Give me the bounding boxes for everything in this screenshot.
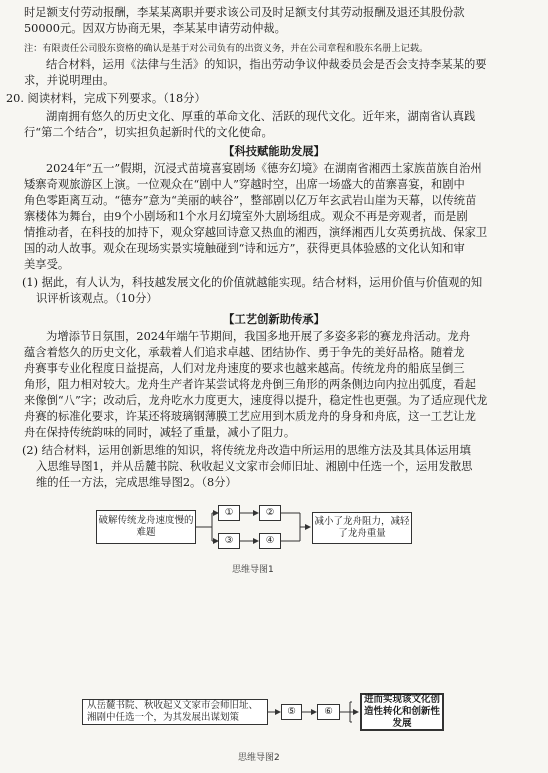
question-item: (1) 据此，有人认为，科技越发展文化的价值就越能实现。结合材料，运用价值与价值观的知 [22,276,483,289]
diagram1-problem-box: 破解传统龙舟速度慢的难题 [96,510,196,544]
section-heading: 【科技赋能助发展】 [223,144,325,158]
text-line: 50000元。因双方协商无果，李某某申请劳动仲裁。 [24,22,286,35]
diagram2-goal-box: 进而实现该文化创造性转化和创新性发展 [360,693,444,731]
text-line: 结合材料，运用《法律与生活》的知识，指出劳动争议仲裁委员会是否会支持李某某的要 [46,58,487,71]
text-line: 2024年“五一”假期，沉浸式苗境喜宴剧场《德夯幻境》在湖南省湘西土家族苗族自治州 [46,162,482,175]
text-line: 寨楼体为舞台，由9个小剧场和1个水月幻境室外大剧场组成。观众不再是旁观者，而是剧 [24,210,468,223]
text-line: 舟在保持传统韵味的同时，减轻了重量，减小了阻力。 [24,426,296,439]
text-line: 求，并说明理由。 [24,74,115,87]
diagram1-result-box: 减小了龙舟阻力，减轻了龙舟重量 [312,512,412,544]
text-line: 舟赛的标准化要求，许某还将玻璃钢薄膜工艺应用到木质龙舟的身身和舟底，这一工艺让龙 [24,410,476,423]
text-line: 来像倒“八”字；改动后，龙舟吃水力度更大，速度得以提升，稳定性也更强。为了适应现代龙 [24,394,488,407]
text-line: 入思维导图1，并从岳麓书院、秋收起义文家市会师旧址、湘剧中任选一个，运用发散思 [36,460,473,473]
diagram2-caption: 思维导图2 [238,753,280,763]
text-line: 情推动者，在科技的加持下，观众穿越回诗意又热血的湘西，演绎湘西儿女英勇抗战、保家卫 [24,226,488,239]
text-line: 蕴含着悠久的历史文化，承载着人们追求卓越、团结协作、勇于争先的美好品格。随着龙 [24,346,465,359]
text-line: 舟赛事专业化程度日益提高，人们对龙舟速度的要求也越来越高。传统龙舟的船底呈倒三 [24,362,465,375]
diagram2-blank-6: ⑥ [317,704,340,720]
note-line: 注：有限责任公司股东资格的确认是基于对公司负有的出资义务，并在公司章程和股东名册上记载。 [24,43,429,54]
diagram1-blank-3: ③ [218,533,240,549]
text-line: 湖南拥有悠久的历史文化、厚重的革命文化、活跃的现代文化。近年来，湖南省认真践 [46,110,476,123]
text-line: 角色零距离互动。“德夯”意为“美丽的峡谷”，整部剧以亿万年玄武岩山崖为天幕，以传统苗 [24,194,477,207]
text-line: 美享受。 [24,258,70,271]
diagram1-blank-2: ② [259,505,281,521]
text-line: 识评析该观点。（10分） [36,292,158,305]
text-line: 行“第二个结合”，切实担负起新时代的文化使命。 [24,126,273,139]
diagram1-blank-1: ① [218,505,240,521]
question-heading: 20. 阅读材料，完成下列要求。（18分） [6,92,206,105]
text-line: 国的动人故事。观众在现场实景实境触碰到“诗和远方”，获得更具体验感的文化认知和审 [24,242,465,255]
diagram1-blank-4: ④ [259,533,281,549]
text-line: 矮寨奇观旅游区上演。一位观众在“剧中人”穿越时空，出席一场盛大的苗寨喜宴，和剧中 [24,178,465,191]
diagram2-task-box: 从岳麓书院、秋收起义文家市会师旧址、湘剧中任选一个，为其发展出谋划策 [82,699,268,725]
section-heading: 【工艺创新助传承】 [223,312,325,326]
diagram2-blank-5: ⑤ [281,704,302,720]
text-line: 为增添节日氛围，2024年端午节期间，我国多地开展了多姿多彩的赛龙舟活动。龙舟 [46,330,471,343]
question-item: (2) 结合材料，运用创新思维的知识，将传统龙舟改造中所运用的思维方法及其具体运用填 [22,444,471,457]
text-line: 维的任一方法，完成思维导图2。（8分） [36,476,237,489]
text-line: 角形，阻力相对较大。龙舟生产者许某尝试将龙舟倒三角形的两条侧边向内拉出弧度，看起 [24,378,476,391]
diagram1-caption: 思维导图1 [232,565,274,575]
text-line: 时足额支付劳动报酬，李某某离职并要求该公司及时足额支付其劳动报酬及退还其股份款 [24,6,465,19]
